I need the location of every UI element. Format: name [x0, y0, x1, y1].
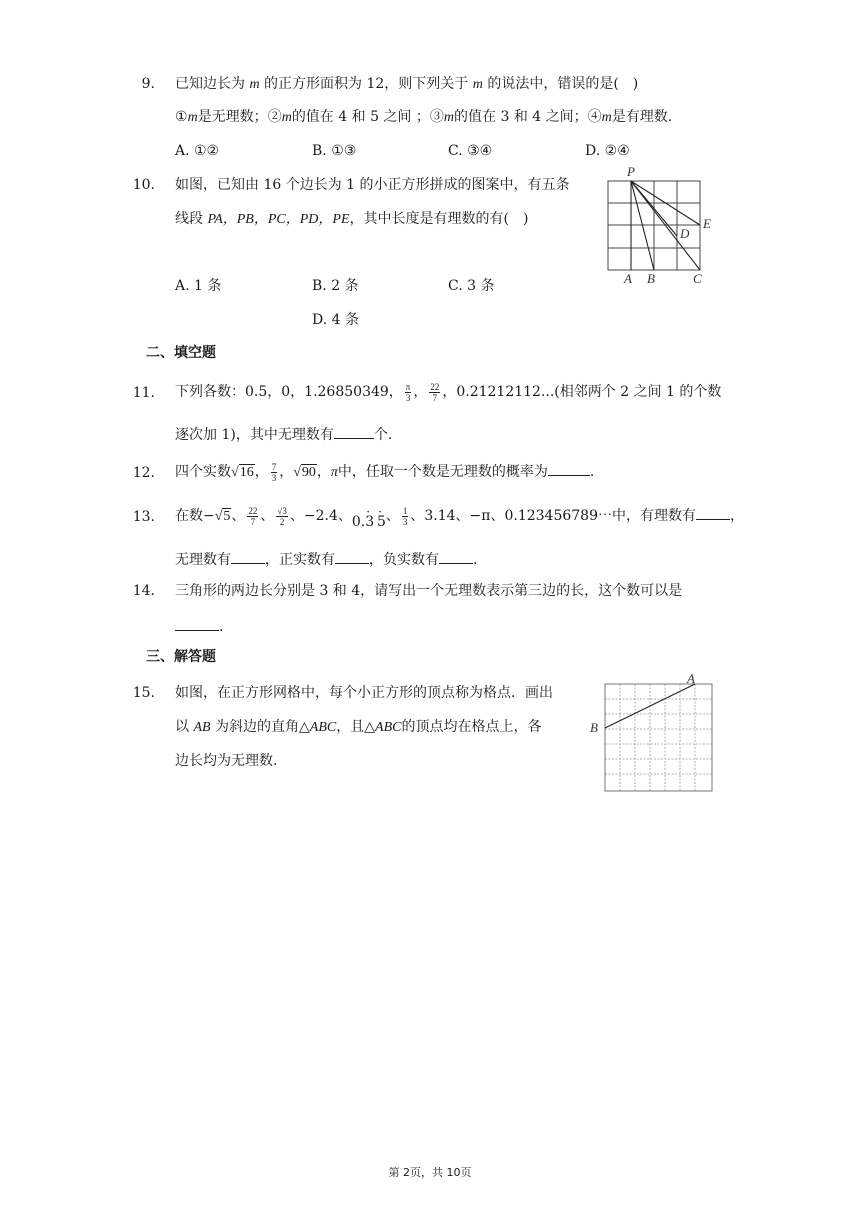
fraction-1-over-3: $\frac{1}{3}$: [402, 505, 408, 527]
question-12-number: 12.: [132, 465, 155, 481]
question-11-line2: 逐次加 1)，其中无理数有 个.: [175, 424, 392, 444]
question-15-line2: 以 AB 为斜边的直角△ABC，且△ABC的顶点均在格点上，各: [175, 719, 542, 735]
question-10-line2: 线段 PA，PB，PC，PD，PE，其中长度是有理数的有( ): [175, 211, 529, 227]
question-10-option-b[interactable]: B. 2 条: [312, 278, 359, 294]
answer-blank[interactable]: [548, 461, 590, 476]
grid-border: [605, 684, 712, 791]
label-d: D: [680, 226, 690, 241]
segment-ab: [605, 684, 695, 728]
answer-blank[interactable]: [334, 424, 374, 439]
question-10-option-d[interactable]: D. 4 条: [312, 312, 359, 328]
question-9-stem: 已知边长为 m 的正方形面积为 12，则下列关于 m 的说法中，错误的是( ): [175, 76, 639, 92]
label-a: A: [687, 671, 695, 686]
question-11-line1: 下列各数：0.5，0，1.26850349， $\frac{\pi}{3}$ ， $\frac{22}{7}$ ，0.21212112...(相邻两个 2 之间 1 的个数: [175, 381, 722, 403]
answer-blank[interactable]: [175, 616, 219, 631]
question-14-line1: 三角形的两边长分别是 3 和 4，请写出一个无理数表示第三边的长，这个数可以是: [175, 583, 683, 599]
question-14-number: 14.: [132, 583, 155, 599]
fraction-pi-over-3: $\frac{\pi}{3}$: [405, 381, 411, 403]
sqrt-90: √90: [293, 465, 316, 480]
question-11-number: 11.: [132, 385, 155, 401]
question-13-number: 13.: [132, 509, 155, 525]
question-9-statements: ①m是无理数；②m的值在 4 和 5 之间 ；③m的值在 3 和 4 之间；④m是有理数.: [175, 109, 673, 125]
question-13-line2: 无理数有 ，正实数有 ，负实数有 .: [175, 549, 477, 569]
question-15-figure[interactable]: [586, 668, 718, 796]
question-9-number: 9.: [141, 76, 155, 92]
section-fill-in-title: 二、填空题: [146, 345, 216, 361]
question-14-line2: .: [175, 616, 223, 636]
question-12-line1: 四个实数√16， $\frac{7}{3}$ ，√90，π中，任取一个数是无理数的概率为 .: [175, 461, 595, 483]
answer-blank-negative[interactable]: [439, 549, 473, 564]
repeating-decimal: 0.· 3 · 5: [352, 514, 386, 530]
question-9-option-c[interactable]: C. ③④: [448, 143, 493, 159]
label-a: A: [624, 271, 632, 286]
question-10-number: 10.: [132, 177, 155, 193]
question-10-figure: [600, 162, 720, 286]
fraction-7-over-3: $\frac{7}{3}$: [271, 461, 277, 483]
question-10-line1: 如图，已知由 16 个边长为 1 的小正方形拼成的图案中，有五条: [175, 177, 570, 193]
answer-blank-positive[interactable]: [335, 549, 369, 564]
question-15-number: 15.: [132, 685, 155, 701]
fraction-sqrt3-over-2: $\frac{√3}{2}$: [277, 505, 287, 527]
square-grid: [605, 684, 712, 791]
section-answer-title: 三、解答题: [146, 649, 216, 665]
label-b: B: [647, 271, 655, 286]
label-p: P: [627, 164, 635, 179]
fraction-22-over-7: $\frac{22}{7}$: [248, 505, 258, 527]
label-c: C: [693, 271, 702, 286]
question-10-option-c[interactable]: C. 3 条: [448, 278, 495, 294]
fraction-22-over-7: $\frac{22}{7}$: [430, 381, 440, 403]
question-15-line1: 如图，在正方形网格中，每个小正方形的顶点称为格点．画出: [175, 685, 553, 701]
question-9-option-a[interactable]: A. ①②: [175, 143, 220, 159]
question-9-option-d[interactable]: D. ②④: [585, 143, 630, 159]
question-13-line1: 在数−√5、 $\frac{22}{7}$ 、 $\frac{√3}{2}$ 、−2.4、0.· 3 · 5、 $\frac{1}{3}$ 、3.14、−π、0.123456789⋯中，有理数有 ，: [175, 502, 744, 531]
question-15-line3: 边长均为无理数.: [175, 753, 278, 769]
answer-blank-irrational[interactable]: [231, 549, 265, 564]
question-10-option-a[interactable]: A. 1 条: [175, 278, 222, 294]
sqrt-5: √5: [214, 509, 231, 524]
answer-blank-rational[interactable]: [696, 505, 730, 520]
label-e: E: [703, 216, 711, 231]
page-footer: 第 2页，共 10页: [388, 1166, 472, 1179]
label-b: B: [590, 720, 598, 735]
question-9-option-b[interactable]: B. ①③: [312, 143, 357, 159]
sqrt-16: √16: [231, 465, 254, 480]
